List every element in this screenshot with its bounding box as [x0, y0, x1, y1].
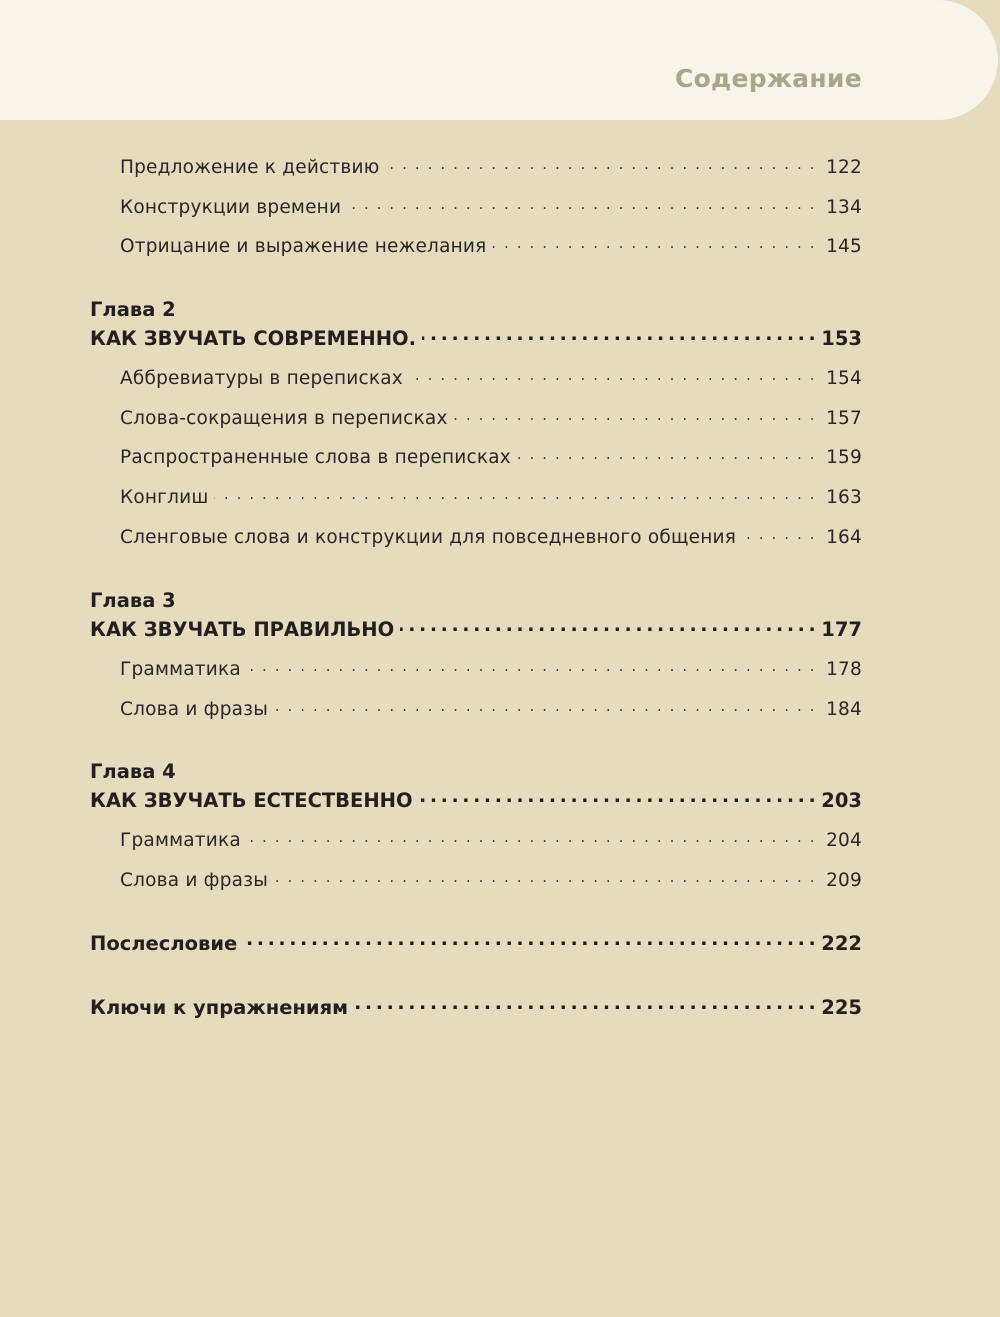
dot-leader — [419, 787, 820, 807]
toc-entry-label: Слова и фразы — [120, 698, 269, 720]
header-band — [0, 0, 998, 120]
toc-entry-label: Слова-сокращения в переписках — [120, 407, 448, 429]
page-title: Содержание — [674, 64, 862, 93]
dot-leader — [492, 233, 816, 252]
toc-entry-page: 164 — [826, 526, 862, 548]
chapter-title: КАК ЗВУЧАТЬ СОВРЕМЕННО. — [90, 326, 417, 350]
toc-entry[interactable] — [120, 233, 862, 257]
toc-entry-page: 222 — [821, 931, 862, 955]
toc-entry[interactable] — [120, 444, 862, 468]
toc-entry-label: Конструкции времени — [120, 196, 342, 218]
chapter-label: Глава 2 — [90, 298, 176, 321]
toc-entry-label: Отрицание и выражение нежелания — [120, 235, 487, 257]
dot-leader — [742, 524, 816, 543]
toc-entry-page: 184 — [826, 698, 862, 720]
chapter-title-entry[interactable] — [90, 787, 862, 812]
toc-entry-page: 134 — [826, 196, 862, 218]
dot-leader — [243, 930, 819, 950]
dot-leader — [400, 616, 819, 636]
dot-leader — [386, 154, 817, 173]
toc-entry[interactable] — [120, 827, 862, 851]
toc-entry-page: 122 — [826, 156, 862, 178]
toc-entry-page: 163 — [826, 486, 862, 508]
toc-entry-label: Предложение к действию — [120, 156, 380, 178]
chapter-title-entry[interactable] — [90, 616, 862, 641]
toc-entry[interactable] — [120, 154, 862, 178]
toc-entry-label: Аббревиатуры в переписках — [120, 367, 403, 389]
chapter-page: 177 — [821, 617, 862, 641]
dot-leader — [422, 325, 819, 345]
toc-entry-label: Грамматика — [120, 829, 241, 851]
toc-entry-label: Ключи к упражнениям — [90, 995, 349, 1019]
toc-entry[interactable] — [120, 867, 862, 891]
toc-entry-answer-keys[interactable] — [90, 994, 862, 1019]
toc-entry[interactable] — [120, 484, 862, 508]
toc-entry-page: 225 — [821, 995, 862, 1019]
chapter-label: Глава 4 — [90, 760, 176, 783]
dot-leader — [274, 696, 816, 715]
dot-leader — [214, 484, 816, 503]
toc-entry-label: Сленговые слова и конструкции для повседневного общения — [120, 526, 737, 548]
toc-entry[interactable] — [120, 656, 862, 680]
toc-entry-page: 209 — [826, 869, 862, 891]
toc-entry[interactable] — [120, 405, 862, 429]
chapter-page: 203 — [821, 788, 862, 812]
toc-entry-page: 178 — [826, 658, 862, 680]
dot-leader — [274, 867, 816, 886]
toc-entry-page: 159 — [826, 446, 862, 468]
dot-leader — [517, 444, 816, 463]
toc-entry[interactable] — [120, 365, 862, 389]
dot-leader — [347, 194, 816, 213]
toc-entry-page: 154 — [826, 367, 862, 389]
toc-entry-label: Слова и фразы — [120, 869, 269, 891]
chapter-page: 153 — [821, 326, 862, 350]
toc-entry[interactable] — [120, 194, 862, 218]
chapter-title: КАК ЗВУЧАТЬ ЕСТЕСТВЕННО — [90, 788, 413, 812]
toc-entry-label: Послесловие — [90, 931, 238, 955]
chapter-title: КАК ЗВУЧАТЬ ПРАВИЛЬНО — [90, 617, 395, 641]
dot-leader — [454, 405, 816, 424]
dot-leader — [247, 656, 816, 675]
dot-leader — [354, 994, 819, 1014]
dot-leader — [409, 365, 816, 384]
toc-entry-page: 204 — [826, 829, 862, 851]
toc-entry-page: 157 — [826, 407, 862, 429]
toc-entry-label: Конглиш — [120, 486, 209, 508]
toc-entry-afterword[interactable] — [90, 930, 862, 955]
toc-entry-label: Грамматика — [120, 658, 241, 680]
dot-leader — [247, 827, 816, 846]
toc-entry[interactable] — [120, 696, 862, 720]
toc-entry-label: Распространенные слова в переписках — [120, 446, 511, 468]
chapter-label: Глава 3 — [90, 589, 176, 612]
toc-entry[interactable] — [120, 524, 862, 548]
chapter-title-entry[interactable] — [90, 325, 862, 350]
toc-entry-page: 145 — [826, 235, 862, 257]
